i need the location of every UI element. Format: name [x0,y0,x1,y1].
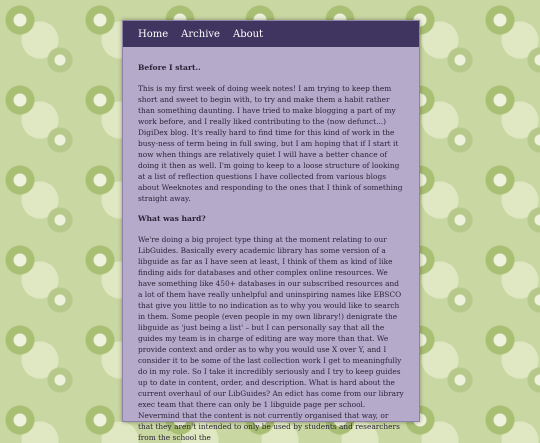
nav-archive-link[interactable]: Archive [181,28,220,40]
nav-home-link[interactable]: Home [138,28,169,40]
section-paragraph-hard: We're doing a big project type thing at the moment relating to our LibGuides. Basically every academic library has some version of a libguide as far as I have seen at least, I think of them as kind of like finding aids for databases and other complex online resources. We have something like 450+ databases in our subscribed resources and a lot of them have really unhelpful and uninspiring names like EBSCO that give you little to no indication as to why you would like to search in them. Some people (even people in my own library!) denigrate the libguide as 'just being a list' – but I can personally say that all the guides my team is in charge of editing are way more than that. We provide context and order as to why you would use X over Y, and I consider it to be some of the last collection work I get to meaningfully do in my role. So I take it incredibly seriously and I try to keep guides up to date in content, order, and description. What is hard about the current overhaul of our LibGuides? An edict has come from our library exec team that there can only be 1 libguide page per school. Nevermind that the content is not currently organised that way, or that they aren't intended to only be used by students and researchers from the school the [138,235,404,442]
post-content [123,47,419,443]
nav-about-link[interactable]: About [232,28,264,40]
section-heading-what-was-hard: What was hard? [138,214,206,223]
section-paragraph-intro: This is my first week of doing week notes! I am trying to keep them short and sweet to begin with, to try and make them a habit rather than something daunting. I have tried to make blogging a part of my work before, and I really liked contributing to the (now defunct...) DigiDex blog. It's really hard to find time for this kind of work in the busy-ness of term being in full swing, but I am hoping that if I start it now when things are relatively quiet I will have a better chance of doing it then as well. I'm going to keep to a loose structure of looking at a list of reflection questions I have collected from various blogs about Weeknotes and responding to the ones that I think of something straight away. [138,84,403,203]
top-nav [123,21,419,47]
section-heading-before-i-start: Before I start.. [138,63,201,72]
blog-page [122,20,420,442]
